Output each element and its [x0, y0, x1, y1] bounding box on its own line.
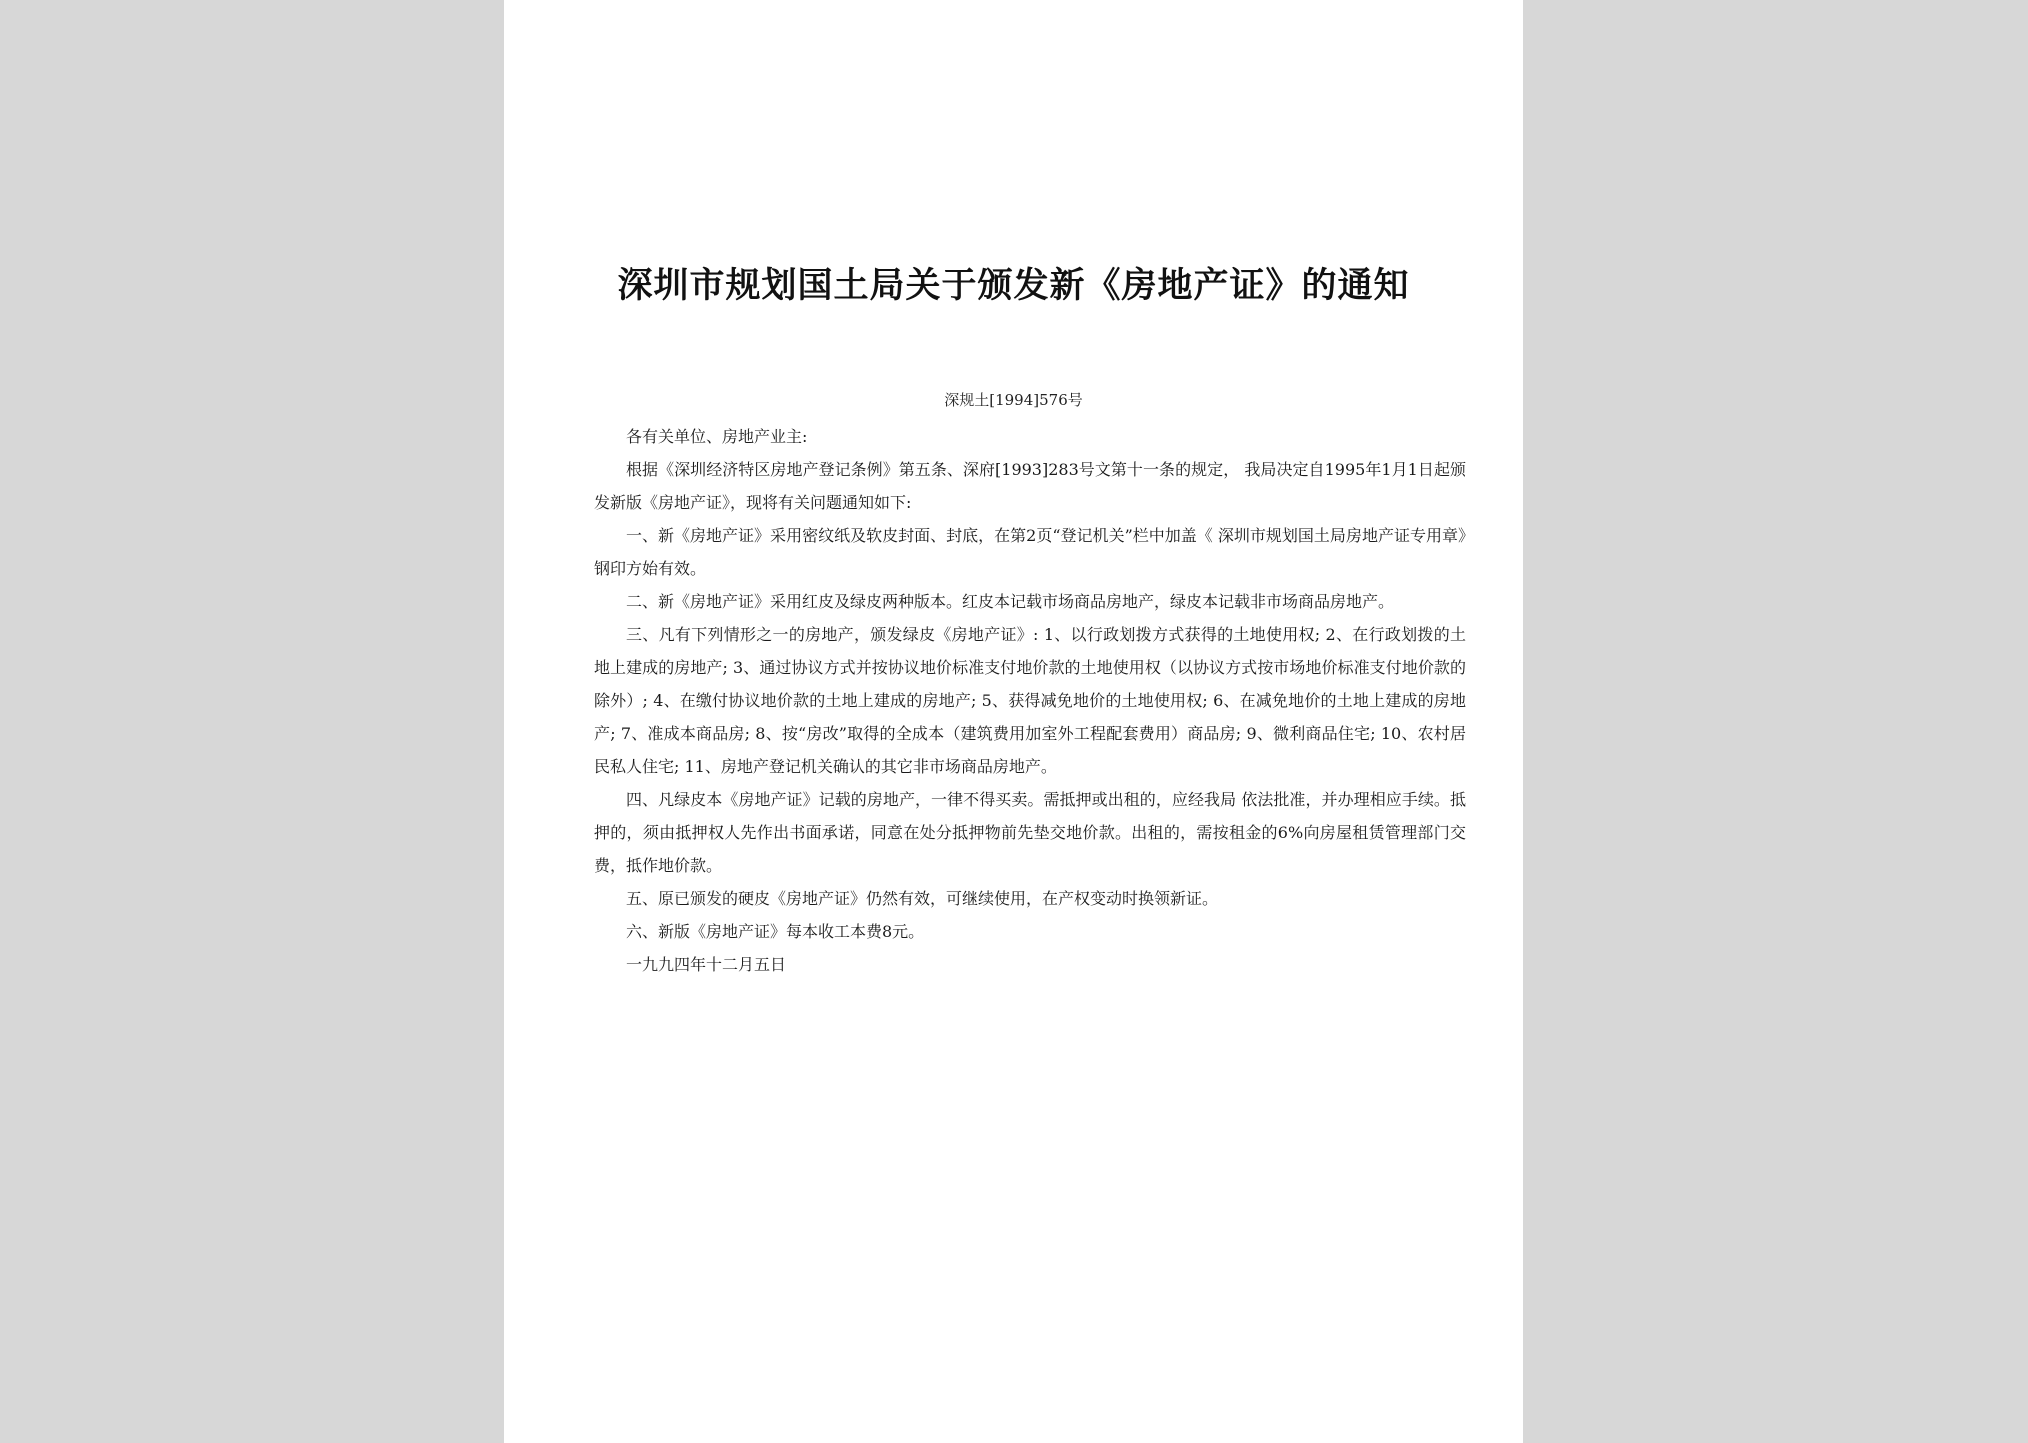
salutation: 各有关单位、房地产业主:: [626, 427, 808, 446]
paragraph-6: 六、新版《房地产证》每本收工本费8元。: [626, 922, 925, 941]
document-date: 一九九四年十二月五日: [626, 955, 787, 974]
document-page: [504, 0, 1523, 1443]
document-title: 深圳市规划国土局关于颁发新《房地产证》的通知: [617, 265, 1410, 306]
paragraph-3: 三、凡有下列情形之一的房地产，颁发绿皮《房地产证》: 1、以行政划拨方式获得的土地使用权; 2、在行政划拨的土地上建成的房地产; 3、通过协议方式并按协议地价标准支付地价款的土地使用权（以协议方式按市场地价标准支付地价款的除外）; 4、在缴付协议地价款的土地上建成的房地产; 5、获得减免地价的土地使用权; 6、在减免地价的土地上建成的房地产; 7、准成本商品房; 8、按“房改”取得的全成本（建筑费用加室外工程配套费用）商品房; 9、微利商品住宅; 10、农村居民私人住宅; 11、房地产登记机关确认的其它非市场商品房地产。: [594, 625, 1466, 776]
paragraph-intro: 根据《深圳经济特区房地产登记条例》第五条、深府[1993]283号文第十一条的规定， 我局决定自1995年1月1日起颁发新版《房地产证》，现将有关问题通知如下:: [594, 460, 1466, 512]
paragraph-1: 一、新《房地产证》采用密纹纸及软皮封面、封底，在第2页“登记机关”栏中加盖《 深圳市规划国土局房地产证专用章》钢印方始有效。: [594, 526, 1466, 578]
document-number: 深规土[1994]576号: [944, 391, 1083, 409]
paragraph-2: 二、新《房地产证》采用红皮及绿皮两种版本。红皮本记载市场商品房地产，绿皮本记载非市场商品房地产。: [626, 592, 1395, 611]
paragraph-4: 四、凡绿皮本《房地产证》记载的房地产，一律不得买卖。需抵押或出租的，应经我局 依法批准，并办理相应手续。抵押的，须由抵押权人先作出书面承诺，同意在处分抵押物前先垫交地价款。出租的，需按租金的6%向房屋租赁管理部门交费，抵作地价款。: [594, 790, 1466, 875]
paragraph-5: 五、原已颁发的硬皮《房地产证》仍然有效，可继续使用，在产权变动时换领新证。: [626, 889, 1219, 908]
document-body: [594, 420, 1466, 981]
